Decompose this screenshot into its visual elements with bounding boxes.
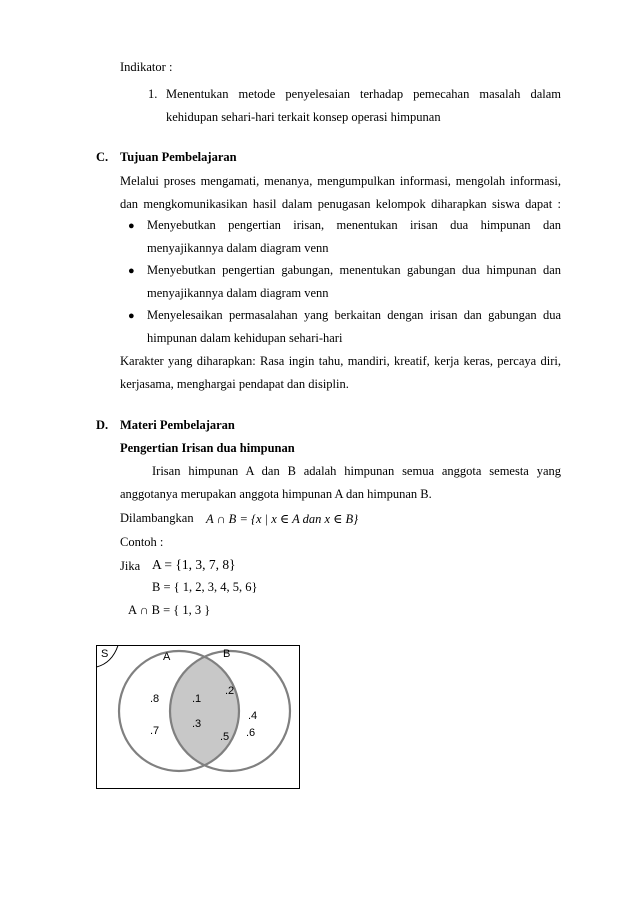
- element-5: .5: [220, 731, 230, 743]
- bullet-2-line2: menyajikannya dalam diagram venn: [147, 286, 329, 300]
- definition-line1: Irisan himpunan A dan B adalah himpunan semua anggota semesta yang: [152, 464, 561, 478]
- bullet-3-line1: Menyelesaikan permasalahan yang berkaitan dengan irisan dan gabungan dua: [147, 308, 561, 322]
- element-6: .6: [246, 727, 256, 739]
- section-d-subtitle: Pengertian Irisan dua himpunan: [120, 441, 295, 455]
- section-d-title: Materi Pembelajaran: [120, 418, 235, 432]
- element-2: .2: [225, 685, 235, 697]
- section-c-intro-line1: Melalui proses mengamati, menanya, mengumpulkan informasi, mengolah informasi,: [120, 174, 561, 188]
- indikator-item-line2: kehidupan sehari-hari terkait konsep operasi himpunan: [166, 110, 441, 124]
- set-b-label: B: [223, 648, 231, 660]
- element-8: .8: [150, 693, 160, 705]
- karakter-line1: Karakter yang diharapkan: Rasa ingin tahu, mandiri, kreatif, kerja keras, percaya diri,: [120, 354, 561, 368]
- element-7: .7: [150, 725, 160, 737]
- element-4: .4: [248, 710, 258, 722]
- dilambangkan-label: Dilambangkan: [120, 511, 194, 525]
- bullet-icon: ●: [128, 265, 135, 277]
- bullet-3-line2: himpunan dalam kehidupan sehari-hari: [147, 331, 343, 345]
- set-a: A = {1, 3, 7, 8}: [152, 557, 236, 572]
- indikator-label: Indikator :: [120, 60, 173, 74]
- section-c-letter: C.: [96, 150, 109, 164]
- bullet-1-line1: Menyebutkan pengertian irisan, menentukan irisan dua himpunan dan: [147, 218, 561, 232]
- indikator-item-line1: Menentukan metode penyelesaian terhadap pemecahan masalah dalam: [166, 87, 561, 101]
- definition-line2: anggotanya merupakan anggota himpunan A dan himpunan B.: [120, 487, 432, 501]
- intersection-notation: A ∩ B = {x | x ∈ A dan x ∈ B}: [206, 512, 359, 526]
- indikator-item-number: 1.: [148, 87, 158, 101]
- section-d-letter: D.: [96, 418, 109, 432]
- bullet-1-line2: menyajikannya dalam diagram venn: [147, 241, 329, 255]
- element-1: .1: [192, 693, 202, 705]
- section-c-intro-line2: dan mengkomunikasikan hasil dalam penugasan kelompok diharapkan siswa dapat :: [120, 197, 561, 211]
- jika-label: Jika: [120, 559, 141, 573]
- element-3: .3: [192, 718, 202, 730]
- bullet-icon: ●: [128, 220, 135, 232]
- section-c-title: Tujuan Pembelajaran: [120, 150, 237, 164]
- intersection-result: A ∩ B = { 1, 3 }: [128, 603, 211, 617]
- universe-label: S: [101, 648, 109, 660]
- karakter-line2: kerjasama, menghargai pendapat dan disiplin.: [120, 377, 349, 391]
- set-a-label: A: [163, 651, 171, 663]
- bullet-2-line1: Menyebutkan pengertian gabungan, menentukan gabungan dua himpunan dan: [147, 263, 561, 277]
- contoh-label: Contoh :: [120, 535, 164, 549]
- set-b: B = { 1, 2, 3, 4, 5, 6}: [152, 580, 258, 594]
- bullet-icon: ●: [128, 310, 135, 322]
